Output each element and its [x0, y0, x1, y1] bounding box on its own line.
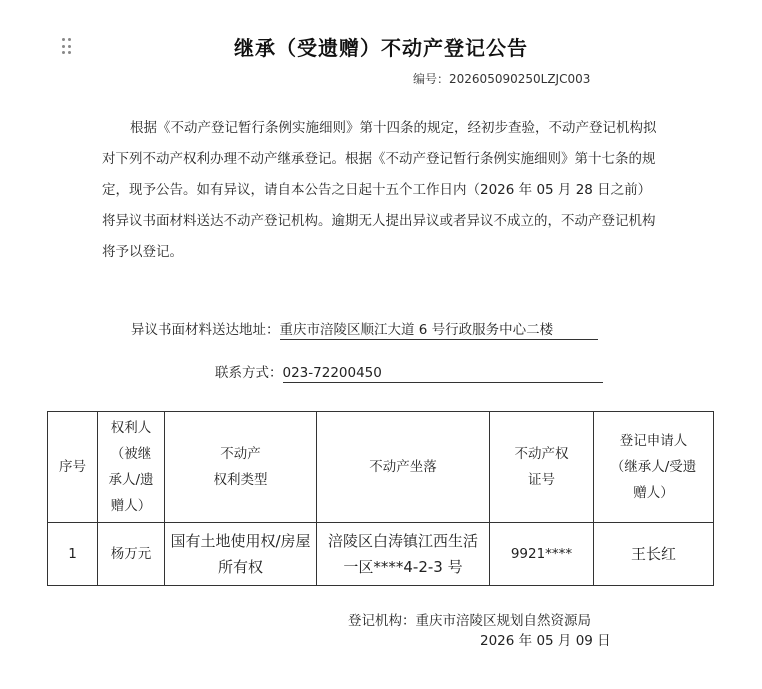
header-holder-line: 承人/遗	[108, 472, 154, 488]
document-number-label: 编号：	[413, 72, 450, 86]
header-cert-no-line: 证号	[528, 472, 555, 488]
table-header-row	[48, 412, 714, 523]
cell-applicant: 王长红	[594, 523, 714, 586]
header-holder-line: 赠人）	[110, 498, 152, 514]
header-right-type-line: 不动产	[220, 446, 261, 462]
announcement-paragraph: 根据《不动产登记暂行条例实施细则》第十四条的规定，经初步查验，不动产登记机构拟对下列不动产权利办理不动产继承登记。根据《不动产登记暂行条例实施细则》第十七条的规定，现予公告。如有异议，请自本公告之日起十五个工作日内（2026 年 05 月 28 日之前）将异议书面材料送达不动产登记机构。逾期无人提出异议或者异议不成立的，不动产登记机构将予以登记。	[102, 120, 657, 260]
announcement-body	[102, 113, 662, 268]
header-holder-line: 权利人	[110, 420, 152, 436]
header-applicant-line: （继承人/受遗	[610, 459, 697, 475]
header-cert-no-line: 不动产权	[514, 446, 569, 462]
contact-label: 联系方式：	[215, 365, 283, 381]
objection-address	[131, 318, 598, 340]
cell-holder: 杨万元	[98, 523, 165, 586]
registration-table	[47, 411, 714, 586]
cell-right-type: 国有土地使用权/房屋所有权	[165, 523, 317, 586]
objection-address-value: 重庆市涪陵区顺江大道 6 号行政服务中心二楼	[280, 318, 598, 340]
page-title: 继承（受遗赠）不动产登记公告	[234, 36, 528, 60]
header-holder-line: （被继	[110, 446, 152, 462]
header-right-type-line: 权利类型	[213, 472, 268, 488]
header-applicant-line: 赠人）	[633, 485, 674, 501]
registration-authority: 登记机构：重庆市涪陵区规划自然资源局	[348, 613, 591, 629]
document-number	[413, 70, 590, 87]
header-cert-no	[490, 412, 594, 523]
header-seq: 序号	[48, 412, 98, 523]
contact-phone: 023-72200450	[283, 365, 603, 383]
cell-seq: 1	[48, 523, 98, 586]
header-holder	[98, 412, 165, 523]
cell-cert-no: 9921****	[490, 523, 594, 586]
header-applicant-line: 登记申请人	[619, 433, 688, 449]
table-row	[48, 523, 714, 586]
contact-info	[215, 361, 603, 383]
header-location: 不动产坐落	[317, 412, 490, 523]
document-number-value: 202605090250LZJC003	[449, 72, 591, 86]
cell-location: 涪陵区白涛镇江西生活一区****4-2-3 号	[317, 523, 490, 586]
header-right-type	[165, 412, 317, 523]
header-applicant	[594, 412, 714, 523]
objection-address-label: 异议书面材料送达地址：	[131, 322, 280, 338]
publication-date: 2026 年 05 月 09 日	[480, 633, 611, 649]
